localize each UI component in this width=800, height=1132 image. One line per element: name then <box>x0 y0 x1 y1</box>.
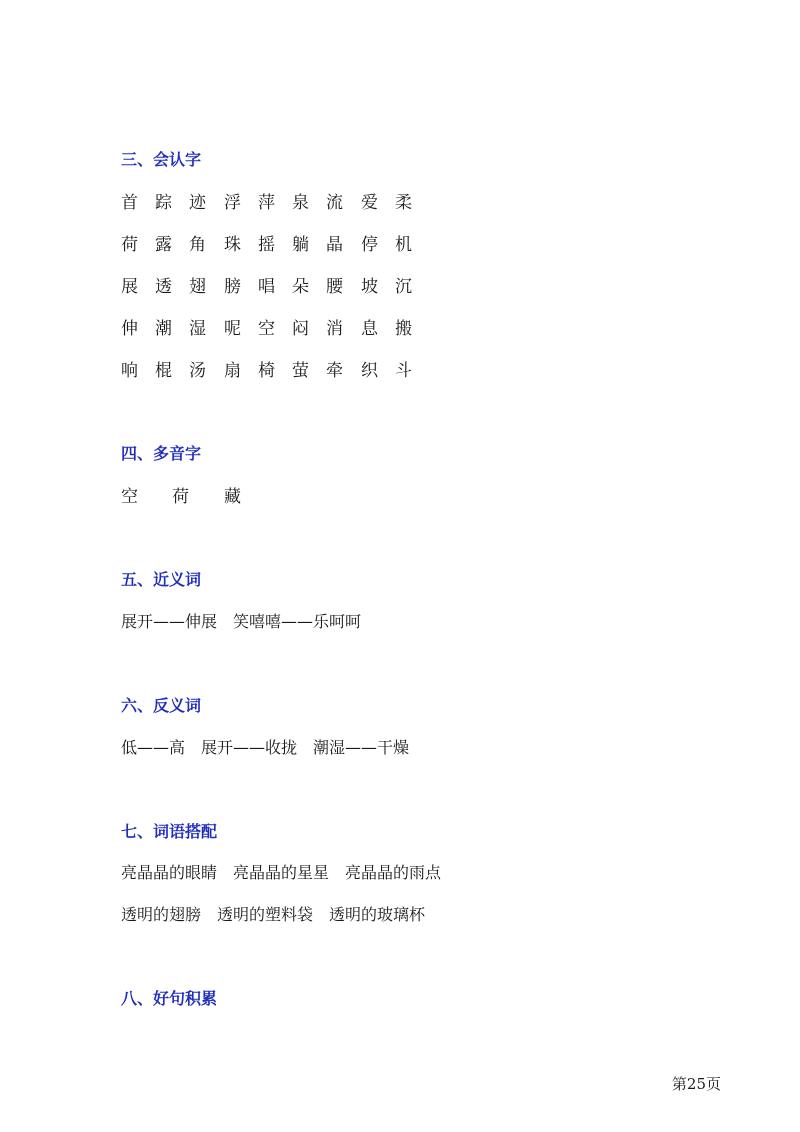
char: 躺 <box>292 235 309 255</box>
section-heading-recognize-chars: 三、会认字 <box>121 150 202 169</box>
char: 沉 <box>395 277 412 297</box>
char: 机 <box>395 235 412 255</box>
char: 爱 <box>361 193 378 213</box>
char: 角 <box>189 235 206 255</box>
char: 椅 <box>258 361 275 381</box>
char: 流 <box>326 193 343 213</box>
page-number: 第25页 <box>671 1075 721 1093</box>
section-heading-polyphones: 四、多音字 <box>121 444 202 463</box>
char: 首 <box>121 193 138 213</box>
char: 棍 <box>155 361 172 381</box>
char: 呢 <box>224 319 241 339</box>
char: 藏 <box>224 487 241 507</box>
char: 息 <box>361 319 378 339</box>
char: 腰 <box>326 277 343 297</box>
char: 荷 <box>121 235 138 255</box>
antonyms-line: 低——高 展开——收拢 潮湿——干燥 <box>121 738 410 757</box>
char: 荷 <box>172 487 189 507</box>
char: 透 <box>155 277 172 297</box>
char: 露 <box>155 235 172 255</box>
char: 斗 <box>395 361 412 381</box>
char: 浮 <box>224 193 241 213</box>
char: 萍 <box>258 193 275 213</box>
char: 坡 <box>361 277 378 297</box>
collocation-line-1: 亮晶晶的眼睛 亮晶晶的星星 亮晶晶的雨点 <box>121 863 442 882</box>
char: 晶 <box>326 235 343 255</box>
char: 停 <box>361 235 378 255</box>
char: 牵 <box>326 361 343 381</box>
char: 空 <box>258 319 275 339</box>
collocation-line-2: 透明的翅膀 透明的塑料袋 透明的玻璃杯 <box>121 905 426 924</box>
char: 踪 <box>155 193 172 213</box>
char: 空 <box>121 487 138 507</box>
char: 泉 <box>292 193 309 213</box>
char: 朵 <box>292 277 309 297</box>
char: 织 <box>361 361 378 381</box>
char: 膀 <box>224 277 241 297</box>
char: 展 <box>121 277 138 297</box>
char: 扇 <box>224 361 241 381</box>
char: 摇 <box>258 235 275 255</box>
synonyms-line: 展开——伸展 笑嘻嘻——乐呵呵 <box>121 612 362 631</box>
char: 响 <box>121 361 138 381</box>
char: 伸 <box>121 319 138 339</box>
char: 消 <box>326 319 343 339</box>
char: 翅 <box>189 277 206 297</box>
char: 潮 <box>155 319 172 339</box>
section-heading-collocations: 七、词语搭配 <box>121 822 218 841</box>
char: 唱 <box>258 277 275 297</box>
section-heading-antonyms: 六、反义词 <box>121 696 202 715</box>
char: 闷 <box>292 319 309 339</box>
section-heading-good-sentences: 八、好句积累 <box>121 989 218 1008</box>
char: 湿 <box>189 319 206 339</box>
section-heading-synonyms: 五、近义词 <box>121 570 202 589</box>
char: 柔 <box>395 193 412 213</box>
char: 迹 <box>189 193 206 213</box>
char: 汤 <box>189 361 206 381</box>
char: 搬 <box>395 319 412 339</box>
char: 萤 <box>292 361 309 381</box>
char: 珠 <box>224 235 241 255</box>
